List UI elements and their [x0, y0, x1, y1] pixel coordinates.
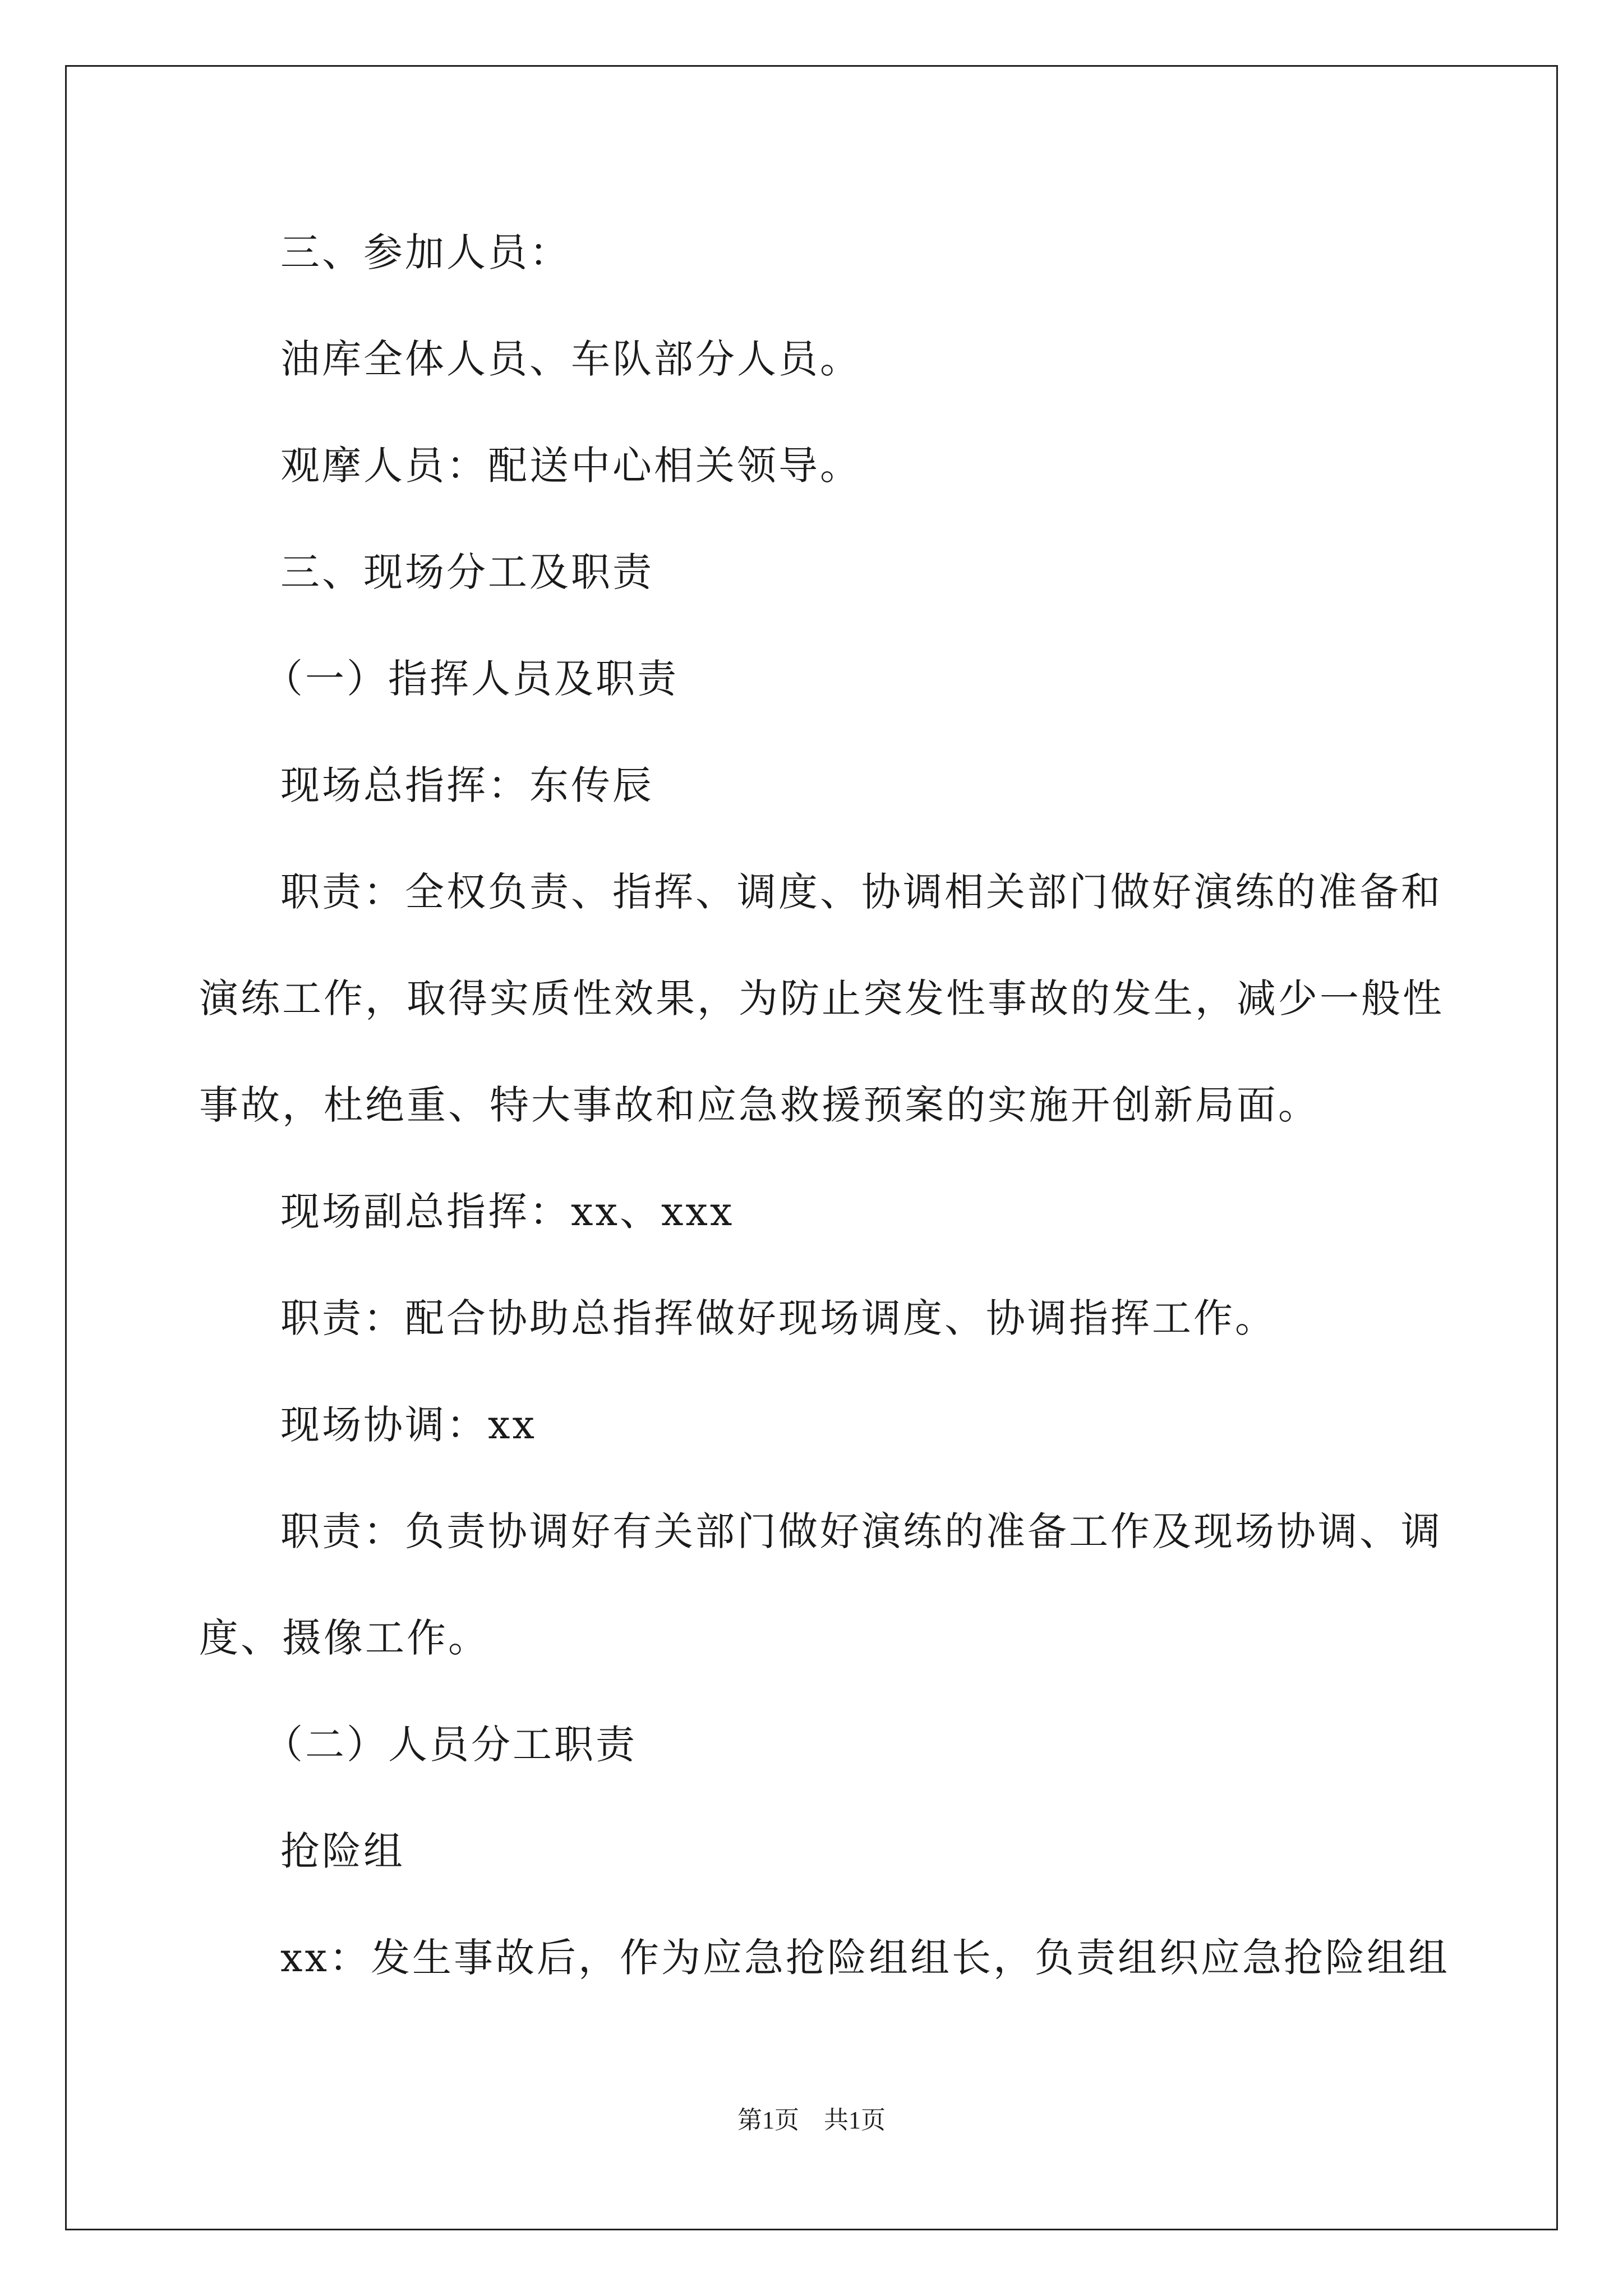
- paragraph-duty-1-line-3: 事故，杜绝重、特大事故和应急救援预案的实施开创新局面。: [199, 1082, 1320, 1128]
- paragraph-coordinator: 现场协调：xx: [280, 1402, 537, 1448]
- subsection-heading-command: （一）指挥人员及职责: [264, 656, 679, 702]
- section-heading-participants: 三、参加人员：: [280, 229, 571, 275]
- paragraph-rescue-group: 抢险组: [280, 1828, 405, 1874]
- paragraph-duty-3-line-1: 职责：负责协调好有关部门做好演练的准备工作及现场协调、调: [280, 1508, 1442, 1554]
- paragraph-chief-commander: 现场总指挥：东传辰: [280, 762, 654, 808]
- paragraph-deputy-commander: 现场副总指挥：xx、xxx: [280, 1189, 735, 1235]
- paragraph-duty-1-line-1: 职责：全权负责、指挥、调度、协调相关部门做好演练的准备和: [280, 869, 1442, 915]
- paragraph-observers: 观摩人员：配送中心相关领导。: [280, 443, 861, 489]
- paragraph-rescue-leader: xx：发生事故后，作为应急抢险组组长，负责组织应急抢险组组: [280, 1935, 1450, 1981]
- section-heading-division: 三、现场分工及职责: [280, 549, 654, 595]
- subsection-heading-staff: （二）人员分工职责: [264, 1722, 637, 1768]
- page-number-footer: 第1页 共1页: [737, 2106, 886, 2134]
- paragraph-duty-1-line-2: 演练工作，取得实质性效果，为防止突发性事故的发生，减少一般性: [199, 976, 1444, 1022]
- paragraph-duty-2: 职责：配合协助总指挥做好现场调度、协调指挥工作。: [280, 1295, 1276, 1341]
- paragraph-participants: 油库全体人员、车队部分人员。: [280, 336, 861, 382]
- paragraph-duty-3-line-2: 度、摄像工作。: [199, 1615, 490, 1661]
